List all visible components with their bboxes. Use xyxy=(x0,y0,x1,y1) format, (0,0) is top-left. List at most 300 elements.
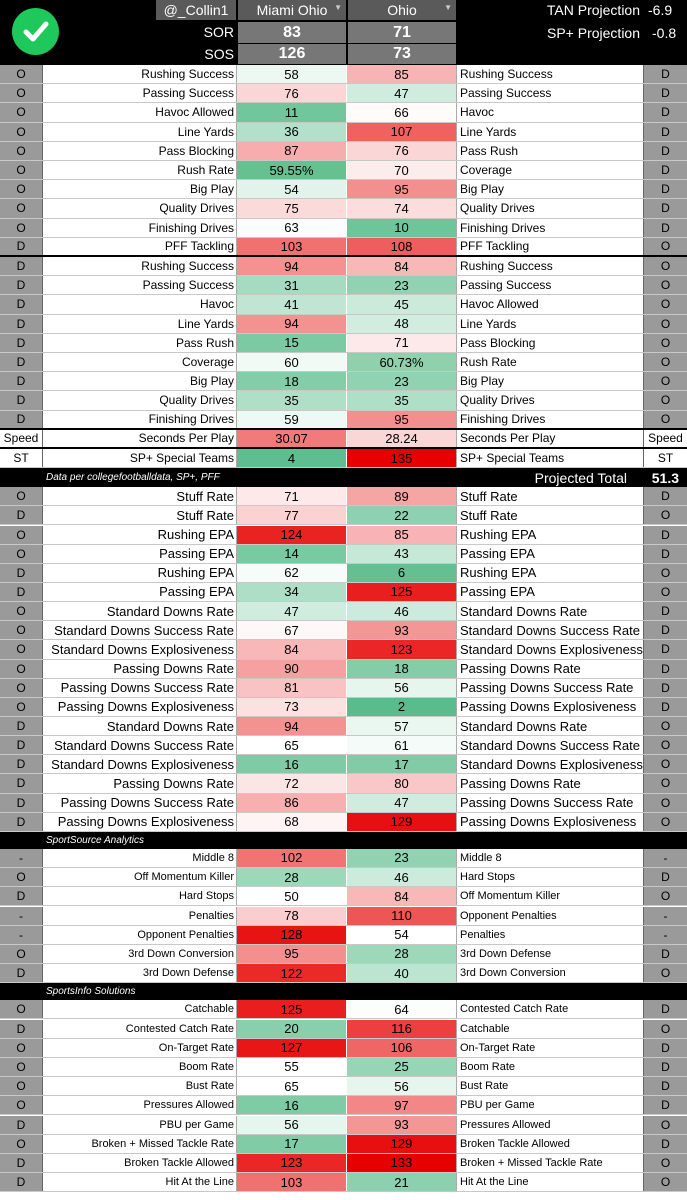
team2-rank-cell: 47 xyxy=(347,794,457,812)
left-unit-tag: Speed xyxy=(0,430,43,447)
left-metric-label: Middle 8 xyxy=(43,849,237,867)
team2-rank-cell: 43 xyxy=(347,545,457,563)
team2-rank-cell: 129 xyxy=(347,1135,457,1153)
left-unit-tag: - xyxy=(0,907,43,925)
left-metric-label: Standard Downs Explosiveness xyxy=(43,755,237,773)
team1-rank-cell: 72 xyxy=(237,774,347,792)
left-unit-tag: D xyxy=(0,887,43,905)
team1-rank-cell: 75 xyxy=(237,199,347,217)
table-row xyxy=(0,315,687,334)
table-row xyxy=(0,660,687,679)
team1-rank-cell: 94 xyxy=(237,717,347,735)
right-metric-label: SP+ Special Teams xyxy=(460,451,565,466)
team1-rank-cell: 71 xyxy=(237,487,347,505)
right-unit-tag: D xyxy=(643,1039,687,1057)
right-unit-tag: Speed xyxy=(643,430,687,447)
left-unit-tag: O xyxy=(0,1000,43,1018)
team2-rank-cell: 108 xyxy=(347,238,457,255)
left-unit-tag: O xyxy=(0,602,43,620)
right-metric-label: Quality Drives xyxy=(460,201,535,216)
right-unit-tag: D xyxy=(643,142,687,160)
right-unit-tag: O xyxy=(643,1154,687,1172)
right-unit-tag: D xyxy=(643,123,687,141)
right-metric-label: Pass Blocking xyxy=(460,335,536,350)
left-unit-tag: D xyxy=(0,1173,43,1191)
left-unit-tag: O xyxy=(0,1058,43,1076)
right-unit-tag: D xyxy=(643,640,687,658)
table-row xyxy=(0,353,687,372)
left-unit-tag: O xyxy=(0,1096,43,1114)
table-row xyxy=(0,1000,687,1019)
team1-rank-cell: 86 xyxy=(237,794,347,812)
right-unit-tag: O xyxy=(643,257,687,275)
team1-rank-cell: 59.55% xyxy=(237,161,347,179)
table-row xyxy=(0,1116,687,1135)
team1-rank-cell: 28 xyxy=(237,868,347,886)
right-unit-tag: O xyxy=(643,372,687,390)
right-unit-tag: O xyxy=(643,794,687,812)
team2-rank-cell: 6 xyxy=(347,564,457,582)
left-unit-tag: D xyxy=(0,411,43,428)
right-unit-tag: O xyxy=(643,391,687,409)
team1-rank-cell: 94 xyxy=(237,257,347,275)
right-unit-tag: - xyxy=(643,849,687,867)
table-row xyxy=(0,736,687,755)
table-row xyxy=(0,564,687,583)
left-metric-label: PFF Tackling xyxy=(43,238,237,255)
right-metric-label: Rush Rate xyxy=(460,355,517,370)
left-metric-label: Off Momentum Killer xyxy=(43,868,237,886)
team1-rank-cell: 84 xyxy=(237,640,347,658)
sp-projection-value: -0.8 xyxy=(652,25,677,41)
right-metric-label: Off Momentum Killer xyxy=(460,890,561,903)
team1-rank-cell: 16 xyxy=(237,755,347,773)
team1-rank-cell: 4 xyxy=(237,449,347,467)
left-metric-label: Catchable xyxy=(43,1000,237,1018)
table-row xyxy=(0,774,687,793)
right-metric-label: Passing Success xyxy=(460,86,552,101)
left-unit-tag: D xyxy=(0,276,43,294)
left-unit-tag: O xyxy=(0,526,43,544)
table-row xyxy=(0,849,687,868)
team1-rank-cell: 63 xyxy=(237,219,347,237)
left-metric-label: 3rd Down Conversion xyxy=(43,945,237,963)
right-unit-tag: ST xyxy=(643,449,687,467)
left-metric-label: Stuff Rate xyxy=(43,506,237,524)
team1-rank-cell: 41 xyxy=(237,295,347,313)
right-unit-tag: D xyxy=(643,84,687,102)
left-unit-tag: - xyxy=(0,849,43,867)
right-unit-tag: D xyxy=(643,868,687,886)
team1-rank-cell: 47 xyxy=(237,602,347,620)
team1-rank-cell: 58 xyxy=(237,65,347,83)
right-metric-label: On-Target Rate xyxy=(460,1041,536,1054)
right-metric-label: Coverage xyxy=(460,163,513,178)
table-row xyxy=(0,640,687,659)
table-row xyxy=(0,621,687,640)
team1-rank-cell: 62 xyxy=(237,564,347,582)
right-metric-label: 3rd Down Conversion xyxy=(460,967,566,980)
team1-rank-cell: 15 xyxy=(237,334,347,352)
team1-rank-cell: 11 xyxy=(237,103,347,121)
table-row xyxy=(0,1173,687,1192)
team2-rank-cell: 93 xyxy=(347,621,457,639)
left-unit-tag: O xyxy=(0,180,43,198)
left-metric-label: Finishing Drives xyxy=(43,219,237,237)
team2-label: Ohio xyxy=(387,2,417,18)
right-unit-tag: D xyxy=(643,660,687,678)
table-row xyxy=(0,411,687,430)
checkmark-logo-icon xyxy=(12,8,59,55)
team2-rank-cell: 110 xyxy=(347,907,457,925)
left-unit-tag: D xyxy=(0,564,43,582)
team2-rank-cell: 76 xyxy=(347,142,457,160)
right-metric-label: Penalties xyxy=(460,928,506,941)
left-metric-label: Passing Downs Explosiveness xyxy=(43,698,237,716)
left-metric-label: Line Yards xyxy=(43,315,237,333)
right-metric-label: Line Yards xyxy=(460,124,517,139)
team2-rank-cell: 35 xyxy=(347,391,457,409)
right-unit-tag: D xyxy=(643,1000,687,1018)
team1-rank-cell: 102 xyxy=(237,849,347,867)
team2-rank-cell: 89 xyxy=(347,487,457,505)
right-unit-tag: O xyxy=(643,1020,687,1038)
right-unit-tag: O xyxy=(643,774,687,792)
team1-rank-cell: 128 xyxy=(237,926,347,944)
user-dropdown[interactable] xyxy=(156,0,236,20)
right-metric-label: Stuff Rate xyxy=(460,507,518,523)
left-unit-tag: D xyxy=(0,372,43,390)
team2-rank-cell: 85 xyxy=(347,65,457,83)
left-unit-tag: O xyxy=(0,103,43,121)
team1-rank-cell: 20 xyxy=(237,1020,347,1038)
team1-rank-cell: 103 xyxy=(237,1173,347,1191)
right-unit-tag: D xyxy=(643,945,687,963)
left-metric-label: Havoc xyxy=(43,295,237,313)
right-metric-label: Rushing EPA xyxy=(460,527,537,543)
left-metric-label: Line Yards xyxy=(43,123,237,141)
team2-rank-cell: 97 xyxy=(347,1096,457,1114)
left-unit-tag: D xyxy=(0,315,43,333)
right-metric-label: Boom Rate xyxy=(460,1060,516,1073)
team1-rank-cell: 103 xyxy=(237,238,347,255)
right-metric-label: Standard Downs Rate xyxy=(460,718,588,734)
right-unit-tag: D xyxy=(643,679,687,697)
team2-rank-cell: 46 xyxy=(347,868,457,886)
right-unit-tag: O xyxy=(643,736,687,754)
team1-rank-cell: 127 xyxy=(237,1039,347,1057)
right-metric-label: Standard Downs Explosiveness xyxy=(460,756,643,772)
team2-rank-cell: 84 xyxy=(347,887,457,905)
team2-rank-cell: 74 xyxy=(347,199,457,217)
left-metric-label: Hard Stops xyxy=(43,887,237,905)
table-row xyxy=(0,506,687,525)
team1-rank-cell: 77 xyxy=(237,506,347,524)
team2-rank-cell: 56 xyxy=(347,1077,457,1095)
right-metric-label: Passing Downs Success Rate xyxy=(460,795,634,811)
team2-rank-cell: 133 xyxy=(347,1154,457,1172)
table-row xyxy=(0,545,687,564)
left-unit-tag: O xyxy=(0,199,43,217)
chevron-down-icon: ▼ xyxy=(444,3,452,12)
team1-dropdown[interactable] xyxy=(238,0,346,20)
team2-rank-cell: 47 xyxy=(347,84,457,102)
team1-rank-cell: 65 xyxy=(237,1077,347,1095)
right-unit-tag: D xyxy=(643,180,687,198)
right-metric-label: Finishing Drives xyxy=(460,220,546,235)
left-unit-tag: O xyxy=(0,142,43,160)
team2-rank-cell: 54 xyxy=(347,926,457,944)
left-metric-label: PBU per Game xyxy=(43,1116,237,1134)
team1-rank-cell: 123 xyxy=(237,1154,347,1172)
team2-rank-cell: 95 xyxy=(347,411,457,428)
right-unit-tag: D xyxy=(643,199,687,217)
left-metric-label: Passing Downs Explosiveness xyxy=(43,813,237,831)
team1-rank-cell: 34 xyxy=(237,583,347,601)
tan-projection-value: -6.9 xyxy=(648,2,673,18)
team1-rank-cell: 59 xyxy=(237,411,347,428)
table-row xyxy=(0,142,687,161)
team2-dropdown[interactable] xyxy=(348,0,456,20)
left-unit-tag: O xyxy=(0,660,43,678)
right-metric-label: Passing Downs Rate xyxy=(460,661,581,677)
left-unit-tag: O xyxy=(0,545,43,563)
right-unit-tag: O xyxy=(643,755,687,773)
right-unit-tag: O xyxy=(643,276,687,294)
right-unit-tag: O xyxy=(643,315,687,333)
team2-rank-cell: 10 xyxy=(347,219,457,237)
section-label: SportsInfo Solutions xyxy=(46,986,136,998)
table-row xyxy=(0,907,687,926)
left-metric-label: SP+ Special Teams xyxy=(43,449,237,467)
left-unit-tag: D xyxy=(0,774,43,792)
left-metric-label: Rushing Success xyxy=(43,257,237,275)
left-metric-label: Big Play xyxy=(43,180,237,198)
table-row xyxy=(0,334,687,353)
table-row xyxy=(0,717,687,736)
team2-rank-cell: 71 xyxy=(347,334,457,352)
left-metric-label: Hit At the Line xyxy=(43,1173,237,1191)
right-metric-label: Passing Success xyxy=(460,278,552,293)
right-metric-label: Broken Tackle Allowed xyxy=(460,1137,570,1150)
team2-rank-cell: 23 xyxy=(347,849,457,867)
sor-team1: 83 xyxy=(238,22,346,43)
left-metric-label: Standard Downs Rate xyxy=(43,717,237,735)
left-metric-label: Stuff Rate xyxy=(43,487,237,505)
left-metric-label: Standard Downs Explosiveness xyxy=(43,640,237,658)
left-unit-tag: O xyxy=(0,945,43,963)
right-unit-tag: D xyxy=(643,1058,687,1076)
team1-rank-cell: 87 xyxy=(237,142,347,160)
table-row xyxy=(0,161,687,180)
left-unit-tag: D xyxy=(0,583,43,601)
table-row xyxy=(0,295,687,314)
left-metric-label: Broken + Missed Tackle Rate xyxy=(43,1135,237,1153)
team2-rank-cell: 70 xyxy=(347,161,457,179)
team1-rank-cell: 125 xyxy=(237,1000,347,1018)
table-row xyxy=(0,430,687,449)
team1-rank-cell: 17 xyxy=(237,1135,347,1153)
right-unit-tag: O xyxy=(643,813,687,831)
left-metric-label: Rushing EPA xyxy=(43,526,237,544)
left-metric-label: Passing EPA xyxy=(43,545,237,563)
right-metric-label: Passing Downs Explosiveness xyxy=(460,814,637,830)
team1-rank-cell: 65 xyxy=(237,736,347,754)
table-row xyxy=(0,1077,687,1096)
team1-rank-cell: 35 xyxy=(237,391,347,409)
left-unit-tag: ST xyxy=(0,449,43,467)
team2-rank-cell: 125 xyxy=(347,583,457,601)
right-metric-label: Broken + Missed Tackle Rate xyxy=(460,1156,603,1169)
table-row xyxy=(0,84,687,103)
right-metric-label: PFF Tackling xyxy=(460,239,530,254)
table-row xyxy=(0,65,687,84)
sos-label: SOS xyxy=(204,46,234,62)
table-row xyxy=(0,794,687,813)
right-metric-label: Catchable xyxy=(460,1022,510,1035)
right-metric-label: 3rd Down Defense xyxy=(460,947,552,960)
team2-rank-cell: 28 xyxy=(347,945,457,963)
team1-rank-cell: 16 xyxy=(237,1096,347,1114)
team1-rank-cell: 14 xyxy=(237,545,347,563)
left-metric-label: Rushing Success xyxy=(43,65,237,83)
team2-rank-cell: 66 xyxy=(347,103,457,121)
projected-total-label: Projected Total xyxy=(534,469,627,486)
left-unit-tag: D xyxy=(0,506,43,524)
table-row xyxy=(0,123,687,142)
table-row xyxy=(0,945,687,964)
team2-rank-cell: 61 xyxy=(347,736,457,754)
team2-rank-cell: 123 xyxy=(347,640,457,658)
left-metric-label: Passing Downs Success Rate xyxy=(43,679,237,697)
left-unit-tag: O xyxy=(0,1135,43,1153)
left-unit-tag: O xyxy=(0,1077,43,1095)
right-metric-label: Big Play xyxy=(460,182,505,197)
right-unit-tag: D xyxy=(643,621,687,639)
left-metric-label: Rushing EPA xyxy=(43,564,237,582)
team1-rank-cell: 122 xyxy=(237,964,347,982)
left-unit-tag: D xyxy=(0,238,43,255)
team2-rank-cell: 116 xyxy=(347,1020,457,1038)
team1-rank-cell: 18 xyxy=(237,372,347,390)
team1-rank-cell: 36 xyxy=(237,123,347,141)
right-metric-label: Standard Downs Explosiveness xyxy=(460,641,643,657)
team2-rank-cell: 28.24 xyxy=(347,430,457,447)
right-metric-label: Hit At the Line xyxy=(460,1176,529,1189)
left-unit-tag: D xyxy=(0,813,43,831)
user-label: @_Collin1 xyxy=(163,2,229,18)
right-unit-tag: O xyxy=(643,887,687,905)
team2-rank-cell: 46 xyxy=(347,602,457,620)
left-unit-tag: D xyxy=(0,334,43,352)
left-unit-tag: O xyxy=(0,487,43,505)
team1-rank-cell: 68 xyxy=(237,813,347,831)
table-row xyxy=(0,238,687,257)
team2-rank-cell: 57 xyxy=(347,717,457,735)
team1-rank-cell: 78 xyxy=(237,907,347,925)
section-header xyxy=(0,832,687,849)
left-unit-tag: D xyxy=(0,1116,43,1134)
team2-rank-cell: 2 xyxy=(347,698,457,716)
left-metric-label: Rush Rate xyxy=(43,161,237,179)
right-metric-label: Line Yards xyxy=(460,316,517,331)
sp-projection-label: SP+ Projection xyxy=(547,25,640,41)
table-row xyxy=(0,1096,687,1115)
team1-rank-cell: 60 xyxy=(237,353,347,371)
team1-label: Miami Ohio xyxy=(256,2,328,18)
right-metric-label: Stuff Rate xyxy=(460,488,518,504)
team1-rank-cell: 55 xyxy=(237,1058,347,1076)
team2-rank-cell: 93 xyxy=(347,1116,457,1134)
table-row xyxy=(0,1154,687,1173)
left-metric-label: Pass Rush xyxy=(43,334,237,352)
team1-rank-cell: 95 xyxy=(237,945,347,963)
left-unit-tag: O xyxy=(0,161,43,179)
team2-rank-cell: 64 xyxy=(347,1000,457,1018)
chevron-down-icon: ▼ xyxy=(334,3,342,12)
tan-projection-label: TAN Projection xyxy=(546,2,640,18)
team2-rank-cell: 80 xyxy=(347,774,457,792)
right-metric-label: Middle 8 xyxy=(460,851,502,864)
right-metric-label: Havoc Allowed xyxy=(460,297,539,312)
left-unit-tag: O xyxy=(0,640,43,658)
right-unit-tag: O xyxy=(643,506,687,524)
table-row xyxy=(0,602,687,621)
right-unit-tag: O xyxy=(643,564,687,582)
table-row xyxy=(0,887,687,906)
left-unit-tag: O xyxy=(0,679,43,697)
right-metric-label: PBU per Game xyxy=(460,1099,535,1112)
left-unit-tag: O xyxy=(0,698,43,716)
team1-rank-cell: 94 xyxy=(237,315,347,333)
right-unit-tag: O xyxy=(643,334,687,352)
sor-label: SOR xyxy=(203,24,234,40)
table-row xyxy=(0,449,687,468)
right-unit-tag: D xyxy=(643,487,687,505)
sos-team2: 73 xyxy=(348,44,456,64)
team2-rank-cell: 135 xyxy=(347,449,457,467)
table-row xyxy=(0,487,687,506)
team2-rank-cell: 45 xyxy=(347,295,457,313)
left-unit-tag: O xyxy=(0,868,43,886)
table-row xyxy=(0,1058,687,1077)
team1-rank-cell: 90 xyxy=(237,660,347,678)
team2-rank-cell: 95 xyxy=(347,180,457,198)
team2-rank-cell: 60.73% xyxy=(347,353,457,371)
right-metric-label: Rushing Success xyxy=(460,259,553,274)
left-metric-label: Standard Downs Success Rate xyxy=(43,621,237,639)
team1-rank-cell: 76 xyxy=(237,84,347,102)
table-row xyxy=(0,391,687,410)
right-metric-label: Big Play xyxy=(460,374,505,389)
left-metric-label: 3rd Down Defense xyxy=(43,964,237,982)
right-metric-label: Finishing Drives xyxy=(460,412,546,427)
section-header xyxy=(0,983,687,1000)
table-row xyxy=(0,180,687,199)
left-unit-tag: D xyxy=(0,964,43,982)
left-unit-tag: O xyxy=(0,219,43,237)
right-metric-label: Bust Rate xyxy=(460,1080,509,1093)
team2-rank-cell: 25 xyxy=(347,1058,457,1076)
right-unit-tag: O xyxy=(643,1116,687,1134)
table-row xyxy=(0,868,687,887)
team1-rank-cell: 73 xyxy=(237,698,347,716)
right-unit-tag: D xyxy=(643,1135,687,1153)
right-unit-tag: D xyxy=(643,65,687,83)
table-row xyxy=(0,755,687,774)
right-unit-tag: D xyxy=(643,219,687,237)
right-unit-tag: O xyxy=(643,583,687,601)
